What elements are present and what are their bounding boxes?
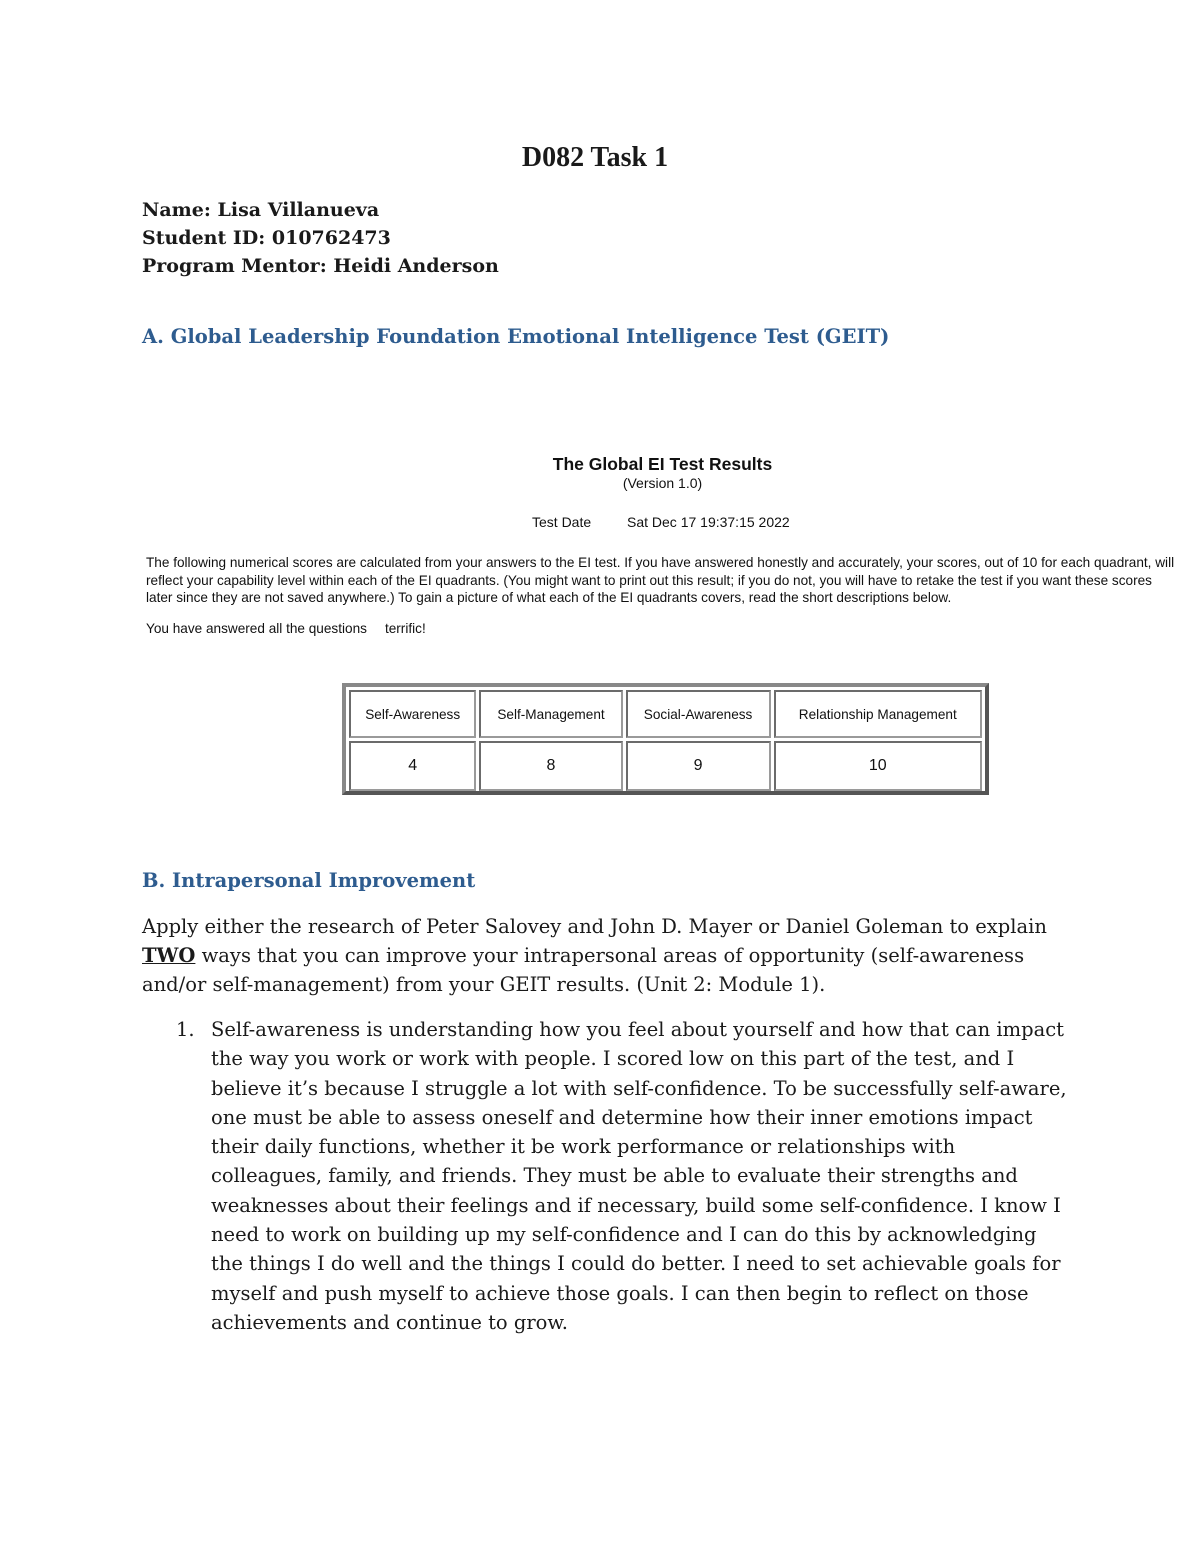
test-date-value: Sat Dec 17 19:37:15 2022 <box>627 514 790 530</box>
score-relationship-management: 10 <box>774 741 982 791</box>
ei-results-title: The Global EI Test Results <box>552 454 773 474</box>
ei-results-screenshot <box>140 448 1185 808</box>
section-b-prompt <box>142 912 1062 999</box>
section-b-heading: B. Intrapersonal Improvement <box>142 869 476 892</box>
prompt-text-start: Apply either the research of Peter Salovey and John D. Mayer or Daniel Goleman to explain <box>142 915 1047 938</box>
list-item-number: 1. <box>176 1018 195 1041</box>
student-info <box>142 196 499 280</box>
section-a-heading: A. Global Leadership Foundation Emotional Intelligence Test (GEIT) <box>142 325 890 348</box>
column-self-management: Self-Management <box>479 690 622 738</box>
program-mentor: Program Mentor: Heidi Anderson <box>142 255 499 277</box>
score-self-awareness: 4 <box>349 741 476 791</box>
ei-answered-text: You have answered all the questions <box>146 621 367 636</box>
ei-answered-terrific: terrific! <box>384 621 426 636</box>
student-id: Student ID: 010762473 <box>142 227 391 249</box>
ei-scores-table <box>342 683 989 795</box>
ei-results-version: (Version 1.0) <box>622 475 703 491</box>
student-name: Name: Lisa Villanueva <box>142 199 380 221</box>
ei-scores-value-row <box>349 741 982 791</box>
column-relationship-management: Relationship Management <box>774 690 982 738</box>
test-date-label: Test Date <box>532 514 592 530</box>
prompt-text-end: ways that you can improve your intrapersonal areas of opportunity (self-awareness and/or self-management) from your GEIT results. (Unit 2: Module 1). <box>142 944 1025 996</box>
column-self-awareness: Self-Awareness <box>349 690 476 738</box>
document-title: D082 Task 1 <box>521 142 669 173</box>
score-self-management: 8 <box>479 741 622 791</box>
column-social-awareness: Social-Awareness <box>626 690 771 738</box>
ei-scores-header-row <box>349 690 982 738</box>
ei-results-description: The following numerical scores are calculated from your answers to the EI test. If you have answered honestly and accurately, your scores, out of 10 for each quadrant, will reflect your capability level within each of the EI quadrants. (You might want to print out this result; if you do not, you will have to retake the test if you want these scores later since they are not saved anywhere.) To gain a picture of what each of the EI quadrants covers, read the short descriptions below. <box>146 555 1175 605</box>
score-social-awareness: 9 <box>626 741 771 791</box>
list-item-text: Self-awareness is understanding how you feel about yourself and how that can impact the way you work or work with people. I scored low on this part of the test, and I believe it’s because I struggle a lot with self-confidence. To be successfully self-aware, one must be able to assess oneself and determine how their inner emotions impact their daily functions, whether it be work performance or relationships with colleagues, family, and friends. They must be able to evaluate their strengths and weaknesses about their feelings and if necessary, build some self-confidence. I know I need to work on building up my self-confidence and I can do this by acknowledging the things I do well and the things I could do better. I need to set achievable goals for myself and push myself to achieve those goals. I can then begin to reflect on those achievements and continue to grow. <box>211 1018 1067 1334</box>
ei-answered-message <box>146 621 426 636</box>
prompt-emphasis: TWO <box>142 944 196 967</box>
